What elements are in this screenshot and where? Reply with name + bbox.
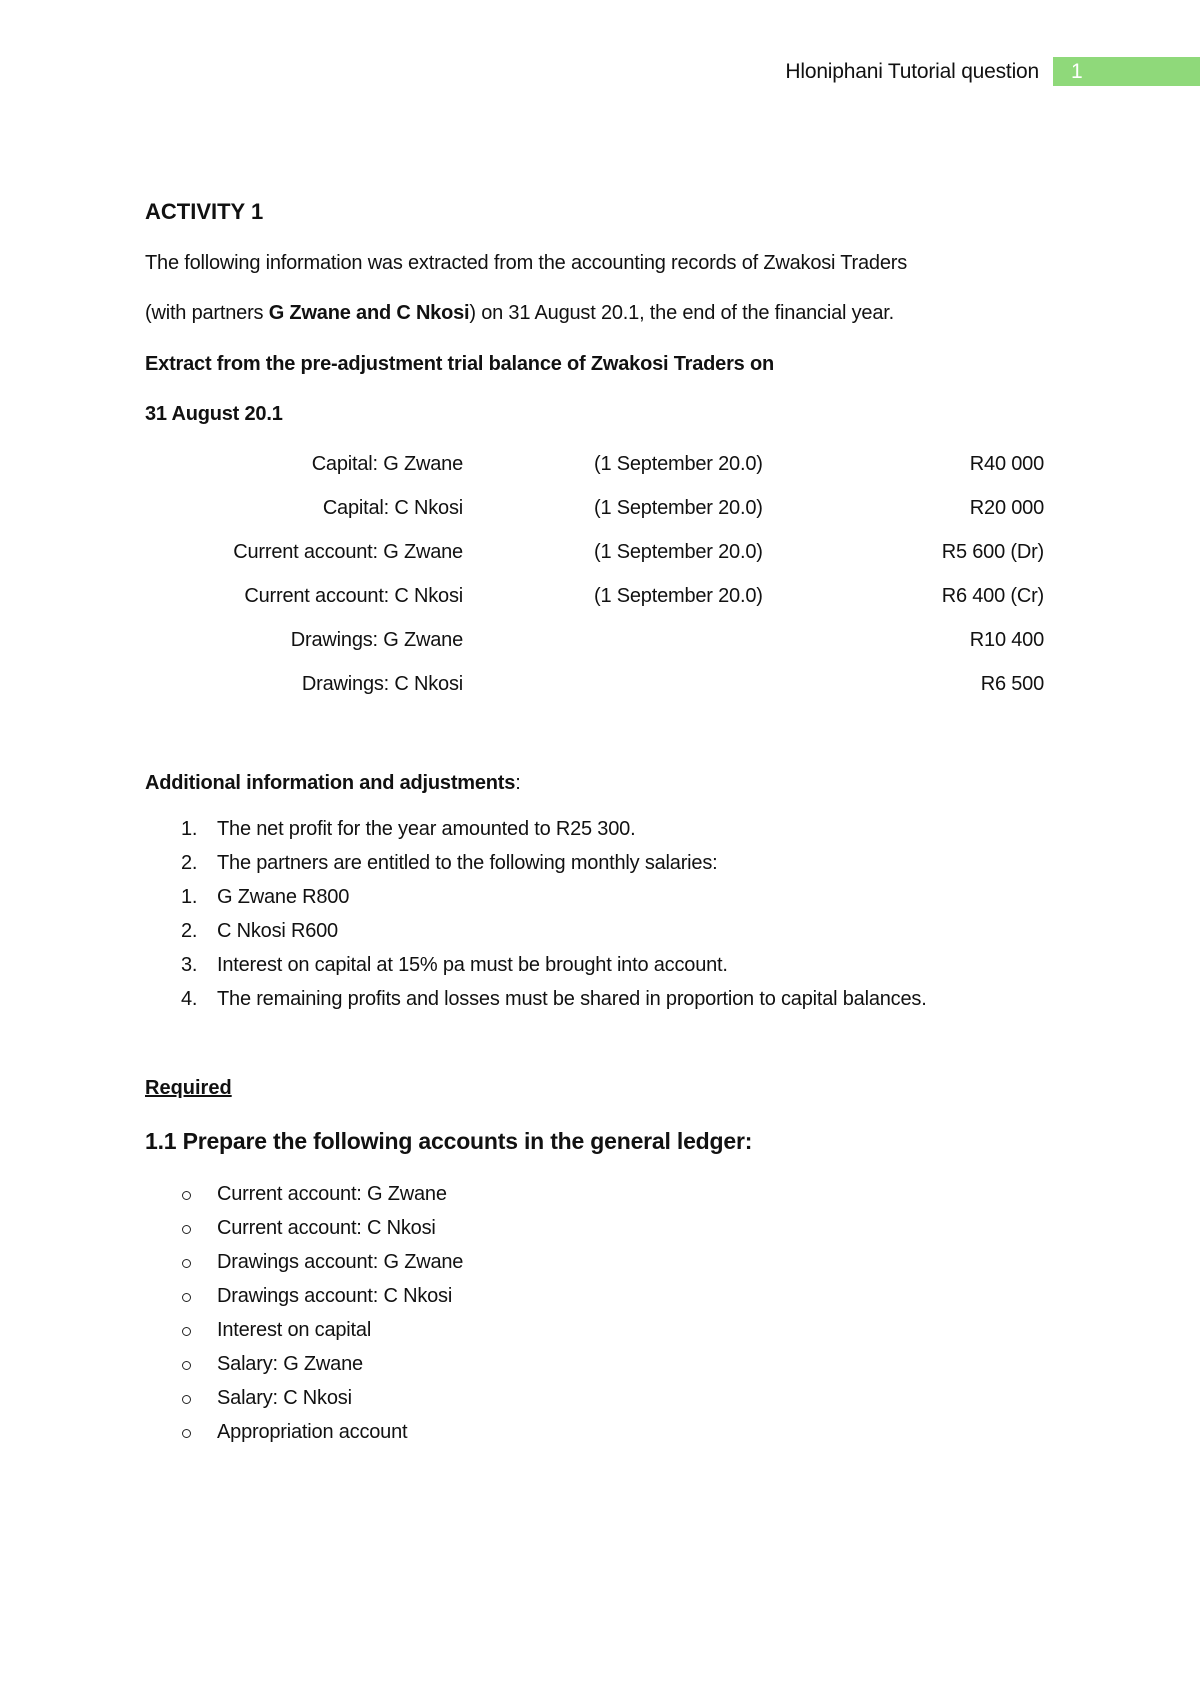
intro-line-2: [145, 302, 894, 325]
activity-title: ACTIVITY 1: [145, 199, 264, 224]
account-label: Current account: G Zwane: [233, 541, 463, 563]
trial-balance-row: [0, 541, 1200, 571]
trial-balance-row: [0, 629, 1200, 659]
balance-amount: R6 500: [980, 673, 1044, 695]
circle-bullet-icon: [182, 1225, 191, 1234]
extract-heading-line-2: 31 August 20.1: [145, 403, 283, 425]
account-name: Current account: G Zwane: [217, 1183, 447, 1205]
balance-amount: R5 600 (Dr): [941, 541, 1044, 563]
trial-balance-row: [0, 673, 1200, 703]
balance-date: (1 September 20.0): [594, 453, 763, 475]
page-number: 1: [1071, 59, 1083, 83]
balance-date: (1 September 20.0): [594, 585, 763, 607]
list-number: 2.: [181, 852, 198, 874]
additional-info-heading-text: Additional information and adjustments: [145, 772, 516, 794]
list-number: 1.: [181, 886, 198, 908]
circle-bullet-icon: [182, 1327, 191, 1336]
list-text: C Nkosi R600: [217, 920, 338, 942]
intro-line-1: The following information was extracted from the accounting records of Zwakosi Traders: [145, 252, 908, 274]
additional-info-heading: [145, 772, 521, 795]
balance-amount: R20 000: [969, 497, 1044, 519]
list-number: 2.: [181, 920, 198, 942]
account-name: Salary: G Zwane: [217, 1353, 363, 1375]
account-name: Interest on capital: [217, 1319, 372, 1341]
circle-bullet-icon: [182, 1191, 191, 1200]
partners-names: G Zwane and C Nkosi: [268, 302, 470, 324]
trial-balance-row: [0, 585, 1200, 615]
list-text: The remaining profits and losses must be shared in proportion to capital balances.: [217, 988, 927, 1010]
circle-bullet-icon: [182, 1395, 191, 1404]
balance-date: (1 September 20.0): [594, 541, 763, 563]
document-title: Hloniphani Tutorial question: [785, 59, 1039, 83]
account-label: Drawings: C Nkosi: [301, 673, 463, 695]
list-text: The net profit for the year amounted to R25 300.: [217, 818, 636, 840]
page-number-badge: [1053, 57, 1200, 86]
circle-bullet-icon: [182, 1259, 191, 1268]
list-text: Interest on capital at 15% pa must be brought into account.: [217, 954, 728, 976]
balance-amount: R40 000: [969, 453, 1044, 475]
required-label: Required: [145, 1077, 232, 1099]
page-header: [785, 57, 1200, 86]
circle-bullet-icon: [182, 1429, 191, 1438]
heading-colon: :: [515, 772, 521, 794]
question-heading: 1.1 Prepare the following accounts in the general ledger:: [145, 1128, 753, 1154]
intro-prefix: (with partners: [145, 302, 269, 324]
account-label: Capital: G Zwane: [311, 453, 463, 475]
account-label: Drawings: G Zwane: [290, 629, 463, 651]
trial-balance-row: [0, 453, 1200, 483]
account-name: Drawings account: G Zwane: [217, 1251, 464, 1273]
circle-bullet-icon: [182, 1293, 191, 1302]
intro-suffix: ) on 31 August 20.1, the end of the financial year.: [469, 302, 894, 324]
account-label: Capital: C Nkosi: [322, 497, 463, 519]
balance-date: (1 September 20.0): [594, 497, 763, 519]
account-name: Current account: C Nkosi: [217, 1217, 436, 1239]
extract-heading-line-1: Extract from the pre-adjustment trial balance of Zwakosi Traders on: [145, 353, 774, 375]
list-number: 4.: [181, 988, 198, 1010]
balance-amount: R6 400 (Cr): [941, 585, 1044, 607]
balance-amount: R10 400: [969, 629, 1044, 651]
list-text: The partners are entitled to the following monthly salaries:: [217, 852, 718, 874]
list-text: G Zwane R800: [217, 886, 350, 908]
account-name: Appropriation account: [217, 1421, 408, 1443]
list-number: 3.: [181, 954, 198, 976]
list-number: 1.: [181, 818, 198, 840]
circle-bullet-icon: [182, 1361, 191, 1370]
trial-balance-row: [0, 497, 1200, 527]
account-label: Current account: C Nkosi: [244, 585, 463, 607]
account-name: Drawings account: C Nkosi: [217, 1285, 453, 1307]
account-name: Salary: C Nkosi: [217, 1387, 352, 1409]
